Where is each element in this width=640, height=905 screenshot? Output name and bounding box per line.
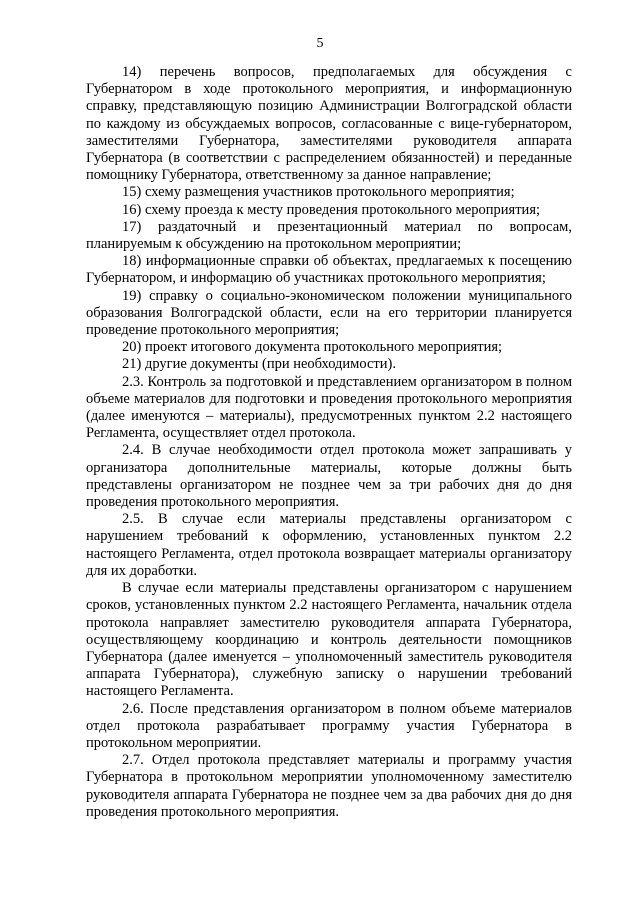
paragraph-section-2-4: 2.4. В случае необходимости отдел протокола может запрашивать у организатора дополнительные материалы, которые должны быть представлены организатором не позднее чем за три рабочих дня до дня проведения протокольного мероприятия. (86, 442, 572, 511)
paragraph-section-2-6: 2.6. После представления организатором в полном объеме материалов отдел протокола разрабатывает программу участия Губернатора в протокольном мероприятии. (86, 700, 572, 751)
paragraph-section-2-5-cont: В случае если материалы представлены организатором с нарушением сроков, установленных пунктом 2.2 настоящего Регламента, начальник отдела протокола направляет заместителю руководителя аппарата Губернатора, осуществляющему координацию и контроль деятельности помощников Губернатора (далее именуется – уполномоченный заместитель руководителя аппарата Губернатора), служебную записку о нарушении требований настоящего Регламента. (86, 580, 572, 700)
paragraph-item-16: 16) схему проезда к месту проведения протокольного мероприятия; (122, 201, 541, 218)
paragraph-item-15: 15) схему размещения участников протокольного мероприятия; (122, 184, 515, 201)
paragraph-item-19: 19) справку о социально-экономическом положении муниципального образования Волгоградской области, если на его территории планируется проведение протокольного мероприятия; (86, 287, 572, 339)
paragraph-section-2-3: 2.3. Контроль за подготовкой и представлением организатором в полном объеме материалов для подготовки и проведения протокольного мероприятия (далее именуются – материалы), предусмотренных пунктом 2.2 настоящего Регламента, осуществляет отдел протокола. (86, 373, 572, 442)
paragraph-item-17: 17) раздаточный и презентационный материал по вопросам, планируемым к обсуждению на протокольном мероприятии; (86, 218, 572, 253)
paragraph-item-18: 18) информационные справки об объектах, предлагаемых к посещению Губернатором, и информацию об участниках протокольного мероприятия; (86, 253, 572, 287)
paragraph-item-21: 21) другие документы (при необходимости). (122, 356, 396, 373)
document-body (86, 64, 572, 821)
paragraph-section-2-5: 2.5. В случае если материалы представлены организатором с нарушением требований к оформлению, установленных пунктом 2.2 настоящего Регламента, отдел протокола возвращает материалы организатору для их доработки. (86, 511, 572, 579)
page-number: 5 (316, 36, 324, 51)
paragraph-section-2-7: 2.7. Отдел протокола представляет материалы и программу участия Губернатора в протокольном мероприятии уполномоченному заместителю руководителя аппарата Губернатора не позднее чем за два рабочих дня до дня проведения протокольного мероприятия. (86, 752, 572, 820)
paragraph-item-14: 14) перечень вопросов, предполагаемых для обсуждения с Губернатором в ходе протокольного мероприятия, и информационную справку, представляющую позицию Администрации Волгоградской области по каждому из обсуждаемых вопросов, согласованные с вице-губернатором, заместителями Губернатора, заместителями руководителя аппарата Губернатора (в соответствии с распределением обязанностей) и переданные помощнику Губернатора, ответственному за данное направление; (86, 64, 572, 184)
paragraph-item-20: 20) проект итогового документа протокольного мероприятия; (122, 339, 503, 356)
